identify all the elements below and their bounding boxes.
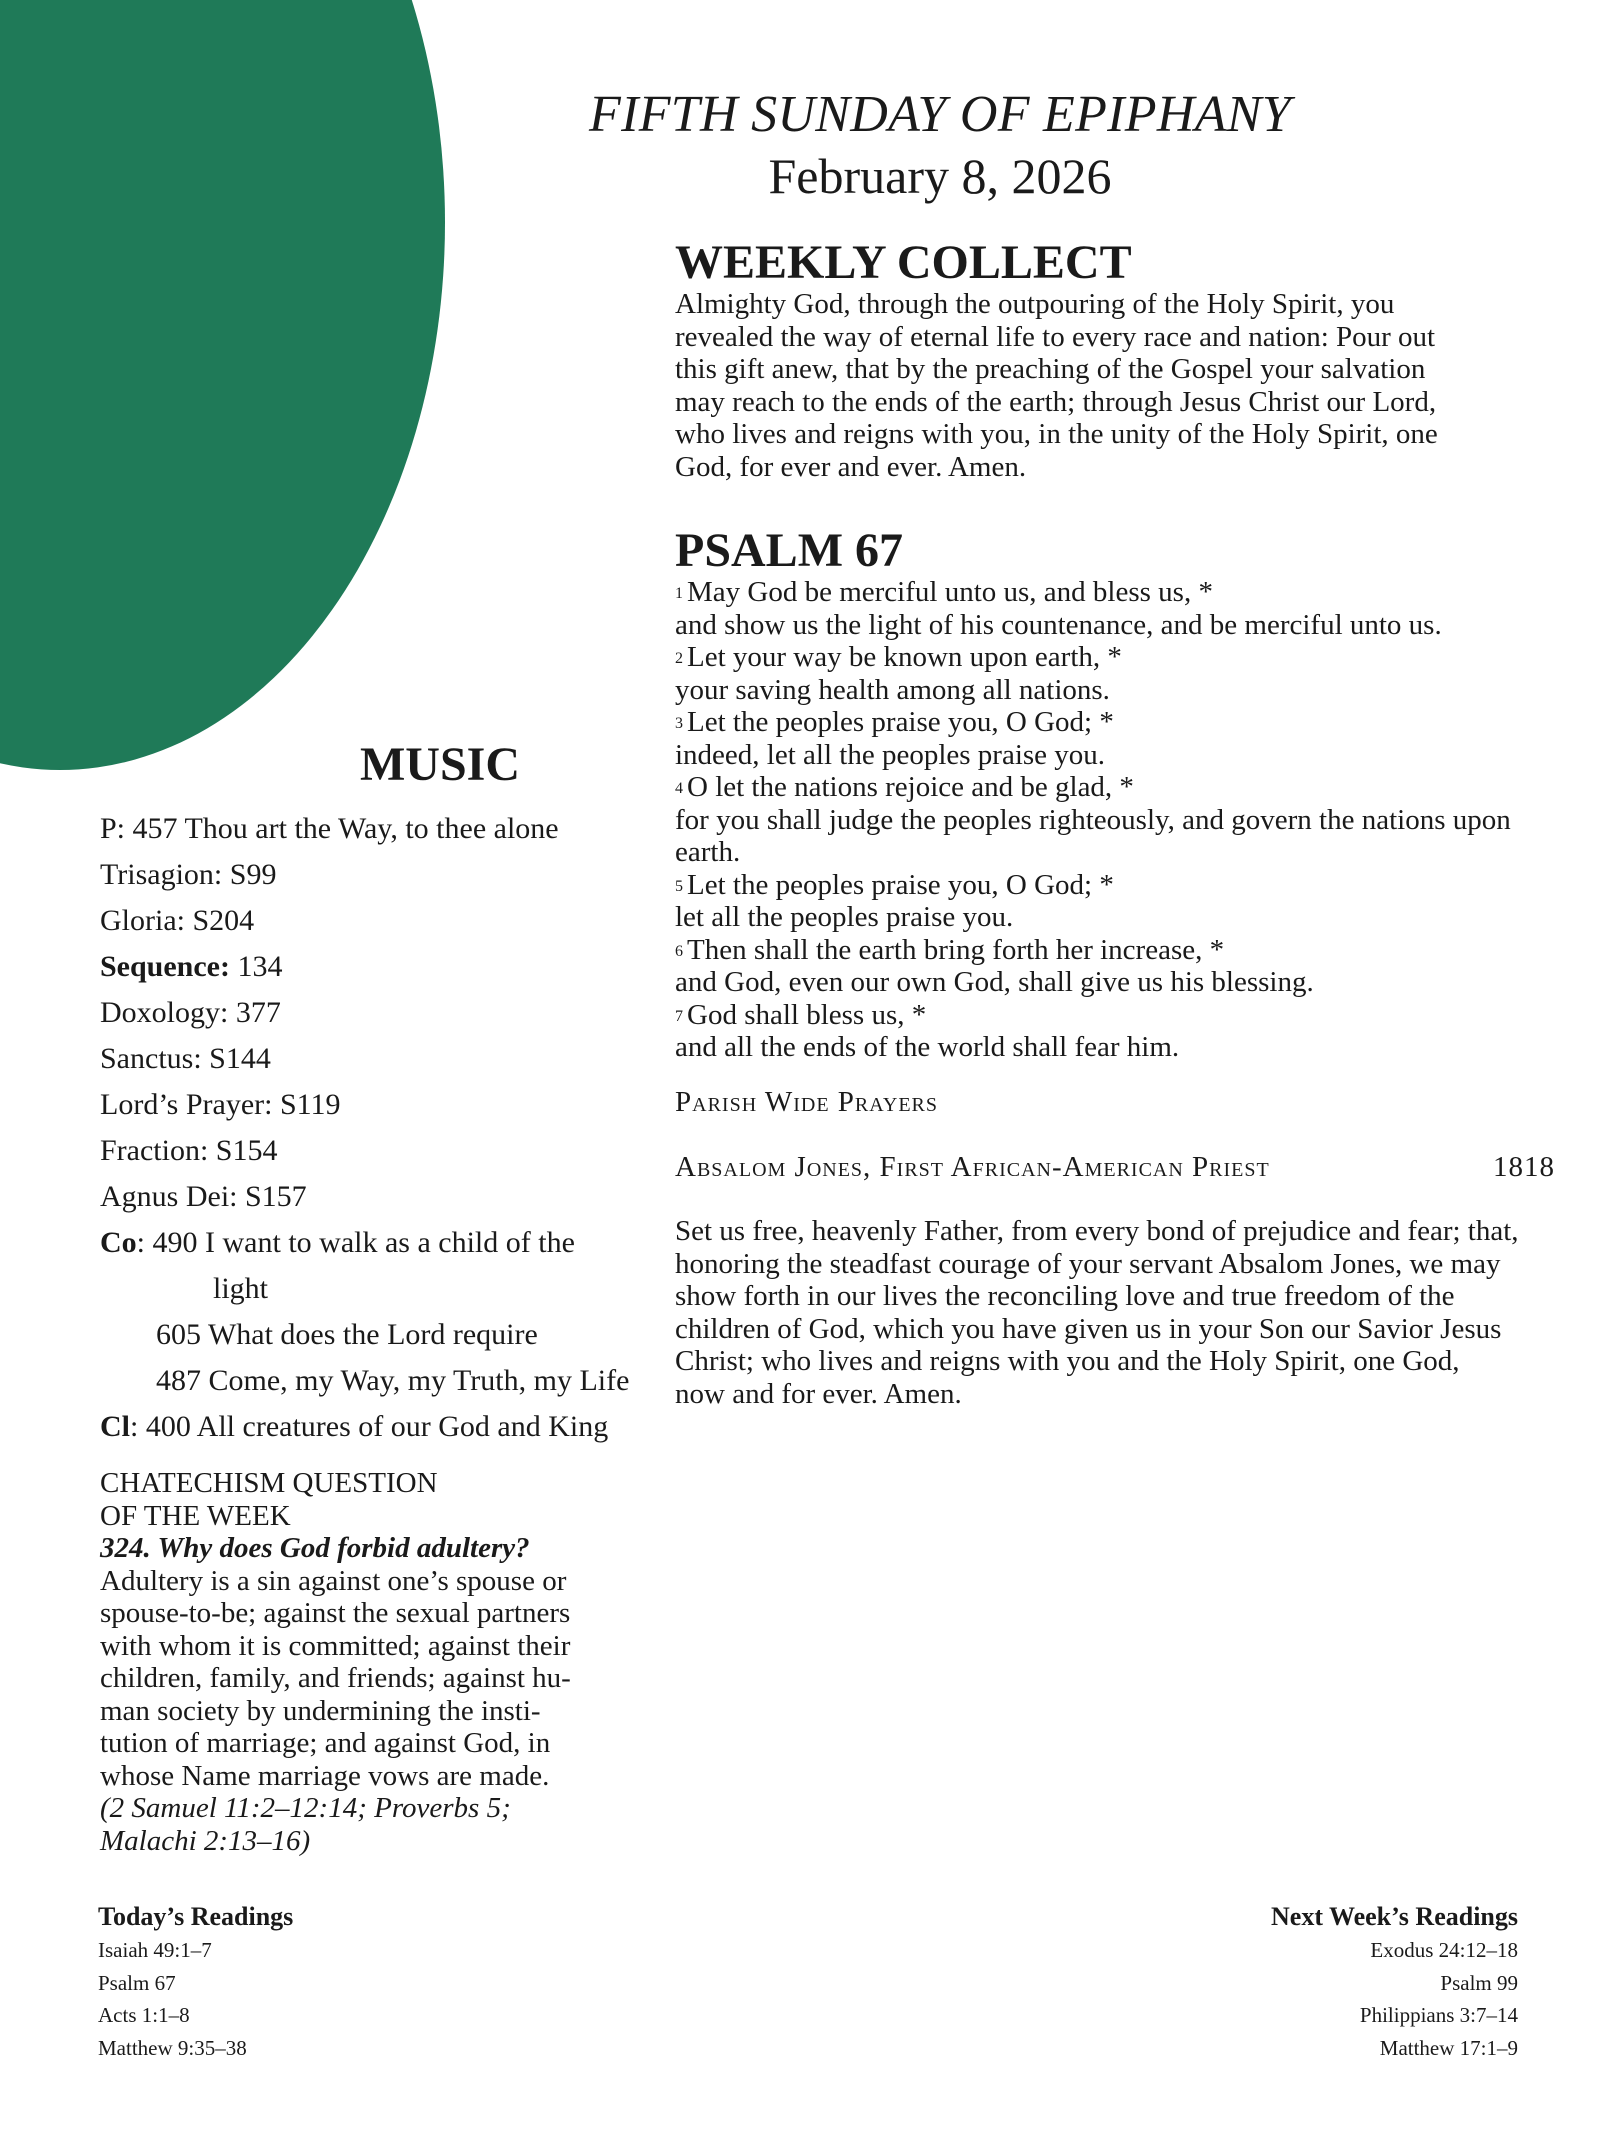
- closing-label: Cl: [100, 1410, 130, 1443]
- catechism-answer-line: whose Name marriage vows are made.: [100, 1759, 550, 1792]
- music-item-trisagion: Trisagion: S99: [100, 858, 277, 891]
- commemoration-prayer: [675, 1215, 1580, 1410]
- weekly-collect-section: [675, 238, 1580, 483]
- verse-number: 1: [675, 585, 683, 602]
- music-item-sequence: [100, 944, 660, 990]
- collect-line: Almighty God, through the outpouring of the Holy Spirit, you: [675, 288, 1395, 320]
- communion-hymn-1-continued: light: [213, 1272, 269, 1305]
- reading-item: Psalm 99: [1440, 1970, 1518, 1995]
- catechism-heading-line-1: CHATECHISM QUESTION: [100, 1467, 438, 1499]
- psalm-verse: [675, 576, 1580, 609]
- catechism-answer-line: man society by undermining the insti-: [100, 1694, 541, 1727]
- collect-line: God, for ever and ever. Amen.: [675, 450, 1027, 483]
- catechism-reference: (2 Samuel 11:2–12:14; Proverbs 5;: [100, 1792, 511, 1824]
- verse-number: 3: [675, 715, 683, 732]
- collect-text: [675, 288, 1580, 483]
- verse-second-half: and all the ends of the world shall fear him.: [675, 1031, 1180, 1063]
- prayer-line: Christ; who lives and reigns with you and the Holy Spirit, one God,: [675, 1345, 1460, 1377]
- catechism-answer-line: with whom it is committed; against their: [100, 1629, 571, 1662]
- verse-second-half: indeed, let all the peoples praise you.: [675, 738, 1106, 771]
- catechism-answer-line: Adultery is a sin against one’s spouse or: [100, 1564, 567, 1597]
- psalm-verse: [675, 869, 1580, 902]
- verse-second-half: your saving health among all nations.: [675, 673, 1110, 706]
- music-item-sanctus: Sanctus: S144: [100, 1042, 271, 1075]
- closing-hymn: : 400 All creatures of our God and King: [130, 1410, 609, 1443]
- psalm-heading: PSALM 67: [675, 524, 903, 577]
- catechism-section: [100, 1467, 660, 1857]
- next-weeks-readings: [1271, 1900, 1518, 2064]
- sequence-label: Sequence:: [100, 950, 230, 983]
- reading-item: Psalm 67: [98, 1970, 176, 1995]
- prayer-line: show forth in our lives the reconciling love and true freedom of the: [675, 1280, 1455, 1312]
- music-item-agnus-dei: Agnus Dei: S157: [100, 1180, 307, 1213]
- music-item-fraction: Fraction: S154: [100, 1134, 278, 1167]
- psalm-section: [675, 526, 1580, 1064]
- music-list: [100, 806, 660, 1450]
- verse-first-half: God shall bless us, *: [687, 998, 927, 1031]
- music-item-communion: [100, 1220, 660, 1266]
- prayer-line: children of God, which you have given us in your Son our Savior Jesus: [675, 1312, 1502, 1345]
- verse-first-half: Then shall the earth bring forth her increase, *: [687, 933, 1225, 966]
- psalm-verse: [675, 641, 1580, 674]
- communion-hymn-3: 487 Come, my Way, my Truth, my Life: [156, 1364, 630, 1397]
- verse-second-half: and show us the light of his countenance, and be merciful unto us.: [675, 608, 1442, 641]
- collect-line: revealed the way of eternal life to every race and nation: Pour out: [675, 320, 1436, 353]
- service-date: February 8, 2026: [768, 148, 1112, 204]
- verse-number: 4: [675, 780, 683, 797]
- collect-heading: WEEKLY COLLECT: [675, 236, 1132, 289]
- reading-item: Matthew 17:1–9: [1379, 2035, 1518, 2060]
- collect-line: this gift anew, that by the preaching of the Gospel your salvation: [675, 353, 1426, 385]
- music-item-doxology: Doxology: 377: [100, 996, 281, 1029]
- verse-number: 2: [675, 650, 683, 667]
- collect-line: who lives and reigns with you, in the unity of the Holy Spirit, one: [675, 418, 1438, 450]
- verse-first-half: Let the peoples praise you, O God; *: [687, 868, 1114, 901]
- next-weeks-readings-heading: Next Week’s Readings: [1271, 1902, 1518, 1931]
- reading-item: Philippians 3:7–14: [1359, 2003, 1518, 2027]
- catechism-heading-line-2: OF THE WEEK: [100, 1499, 291, 1532]
- verse-number: 7: [675, 1007, 683, 1025]
- verse-number: 5: [675, 877, 683, 895]
- sequence-value: 134: [230, 950, 283, 983]
- catechism-question: 324. Why does God forbid adultery?: [100, 1532, 530, 1564]
- psalm-verse: [675, 771, 1580, 804]
- prayer-line: now and for ever. Amen.: [675, 1377, 962, 1410]
- music-item-processional: P: 457 Thou art the Way, to thee alone: [100, 812, 559, 845]
- decorative-green-circle: [0, 0, 445, 770]
- verse-second-half: let all the peoples praise you.: [675, 901, 1014, 933]
- reading-item: Exodus 24:12–18: [1370, 1938, 1518, 1962]
- psalm-verse: [675, 934, 1580, 967]
- catechism-answer-line: children, family, and friends; against hu-: [100, 1662, 571, 1694]
- communion-hymn-1: : 490 I want to walk as a child of the: [136, 1226, 575, 1259]
- todays-readings: [98, 1900, 293, 2064]
- verse-number: 6: [675, 942, 683, 960]
- page-title: FIFTH SUNDAY OF EPIPHANY: [589, 86, 1291, 143]
- reading-item: Acts 1:1–8: [98, 2003, 190, 2027]
- music-heading: MUSIC: [359, 738, 520, 791]
- verse-first-half: O let the nations rejoice and be glad, *: [687, 771, 1134, 803]
- commemoration-row: [675, 1151, 1555, 1184]
- reading-item: Matthew 9:35–38: [98, 2035, 247, 2060]
- psalm-verse: [675, 706, 1580, 739]
- verse-second-half: and God, even our own God, shall give us his blessing.: [675, 966, 1314, 998]
- psalm-text: [675, 576, 1580, 1064]
- music-item-gloria: Gloria: S204: [100, 904, 255, 937]
- parish-prayers-heading: Parish Wide Prayers: [675, 1086, 939, 1118]
- catechism-answer-line: tution of marriage; and against God, in: [100, 1727, 551, 1759]
- commemoration-year: 1818: [1493, 1151, 1555, 1183]
- commemoration-name: Absalom Jones, First African-American Priest: [675, 1151, 1270, 1183]
- prayer-line: Set us free, heavenly Father, from every bond of prejudice and fear; that,: [675, 1215, 1519, 1247]
- music-item-closing: [100, 1404, 660, 1450]
- music-item-lords-prayer: Lord’s Prayer: S119: [100, 1088, 341, 1121]
- verse-first-half: May God be merciful unto us, and bless us, *: [687, 576, 1213, 608]
- catechism-answer-line: spouse-to-be; against the sexual partners: [100, 1597, 571, 1629]
- psalm-verse: [675, 999, 1580, 1032]
- verse-first-half: Let your way be known upon earth, *: [687, 641, 1122, 673]
- catechism-reference: Malachi 2:13–16): [100, 1824, 311, 1857]
- communion-label: Co: [100, 1226, 137, 1259]
- prayer-line: honoring the steadfast courage of your servant Absalom Jones, we may: [675, 1247, 1501, 1280]
- collect-line: may reach to the ends of the earth; through Jesus Christ our Lord,: [675, 385, 1437, 418]
- todays-readings-heading: Today’s Readings: [98, 1902, 294, 1931]
- verse-first-half: Let the peoples praise you, O God; *: [687, 706, 1114, 738]
- communion-hymn-2: 605 What does the Lord require: [156, 1318, 538, 1351]
- reading-item: Isaiah 49:1–7: [98, 1938, 212, 1962]
- verse-second-half: for you shall judge the peoples righteously, and govern the nations upon earth.: [675, 803, 1511, 868]
